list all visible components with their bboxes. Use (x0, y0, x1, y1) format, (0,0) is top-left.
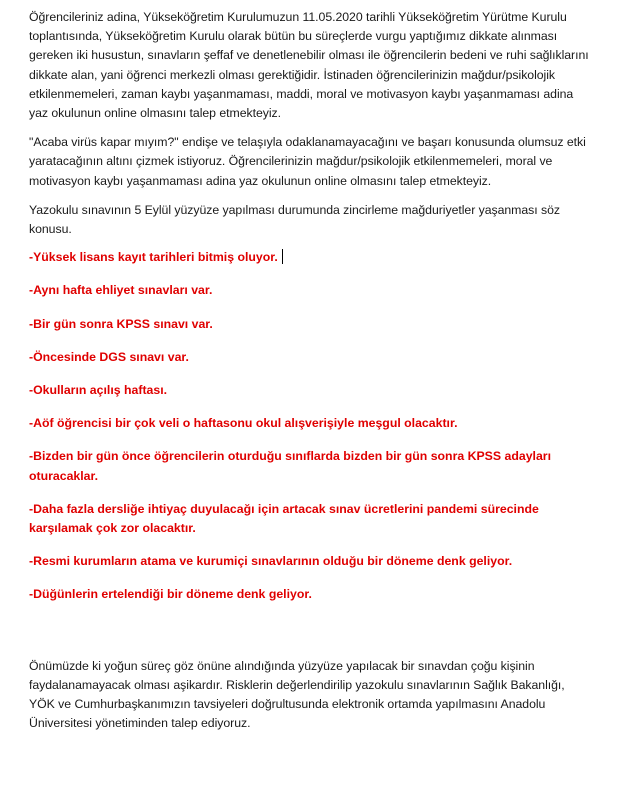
red-item-masters-registration (29, 248, 592, 267)
paragraph-chain-grievances: Yazokulu sınavının 5 Eylül yüzyüze yapılması durumunda zincirleme mağduriyetler yaşanması söz konusu. (29, 202, 560, 237)
text-cursor (282, 249, 283, 264)
red-item-driving-exam: -Aynı hafta ehliyet sınavları var. (29, 283, 213, 298)
paragraph-yok-decision: Öğrencileriniz adina, Yükseköğretim Kurulumuzun 11.05.2020 tarihli Yükseköğretim Yürütme Kurulu toplantısında, Yükseköğretim Kurulu olarak bütün bu süreçlerde vurgu yaptığımız dikkate alınması gereken iki husustun, sınavların şeffaf ve denetlenebilir olması ile öğrencilerin bedeni ve ruhi sağlıklarını dikkate alan, yani öğrenci merkezli olması gerektiğidir. İstinaden öğrencilerinizin mağdur/psikolojik etkilenmemeleri, zaman kaybı yaşanmaması, maddi, moral ve motivasyon kaybı yaşanmaması adina yaz okulunun online olmasını talep etmekteyiz. (29, 10, 589, 121)
red-item-text: -Yüksek lisans kayıt tarihleri bitmiş oluyor. (29, 250, 278, 265)
red-item-aof-shopping: -Aöf öğrencisi bir çok veli o haftasonu okul alışverişiyle meşgul olacaktır. (29, 416, 458, 431)
paragraph-closing-request: Önümüzde ki yoğun süreç göz önüne alındığında yüzyüze yapılacak bir sınavdan çoğu kişinin faydalanamayacak olması aşikardır. Risklerin değerlendirilip yazokulu sınavlarının Sağlık Bakanlığı, YÖK ve Cumhurbaşkanımızın tavsiyeleri doğrultusunda elektronik ortamda yapılmasını Anadolu Üniversitesi yönetiminden talep ediyoruz. (29, 658, 565, 731)
red-item-weddings: -Düğünlerin ertelendiği bir döneme denk geliyor. (29, 587, 312, 602)
red-item-dgs-before: -Öncesinde DGS sınavı var. (29, 349, 189, 364)
red-item-exam-fees: -Daha fazla dersliğe ihtiyaç duyulacağı için artacak sınav ücretlerini pandemi sürecinde karşılamak çok zor olacaktır. (29, 501, 539, 536)
red-item-kpss-next-day: -Bir gün sonra KPSS sınavı var. (29, 316, 213, 331)
blank-spacer (29, 619, 592, 657)
red-item-classroom-sharing: -Bizden bir gün önce öğrencilerin oturduğu sınıflarda bizden bir gün sonra KPSS adayları oturacaklar. (29, 449, 551, 483)
paragraph-virus-concern: "Acaba virüs kapar mıyım?" endişe ve telaşıyla odaklanamayacağını ve başarı konusunda olumsuz etki yaratacağının altını çizmek istiyoruz. Öğrencilerinizin mağdur/psikolojik etkilenmemeleri, moral ve motivasyon kaybı yaşanmaması adina yaz okulunun online olmasını talep etmekteyiz. (29, 135, 586, 188)
red-item-official-exams: -Resmi kurumların atama ve kurumiçi sınavlarının olduğu bir döneme denk geliyor. (29, 554, 513, 569)
red-item-school-opening: -Okulların açılış haftası. (29, 383, 168, 398)
